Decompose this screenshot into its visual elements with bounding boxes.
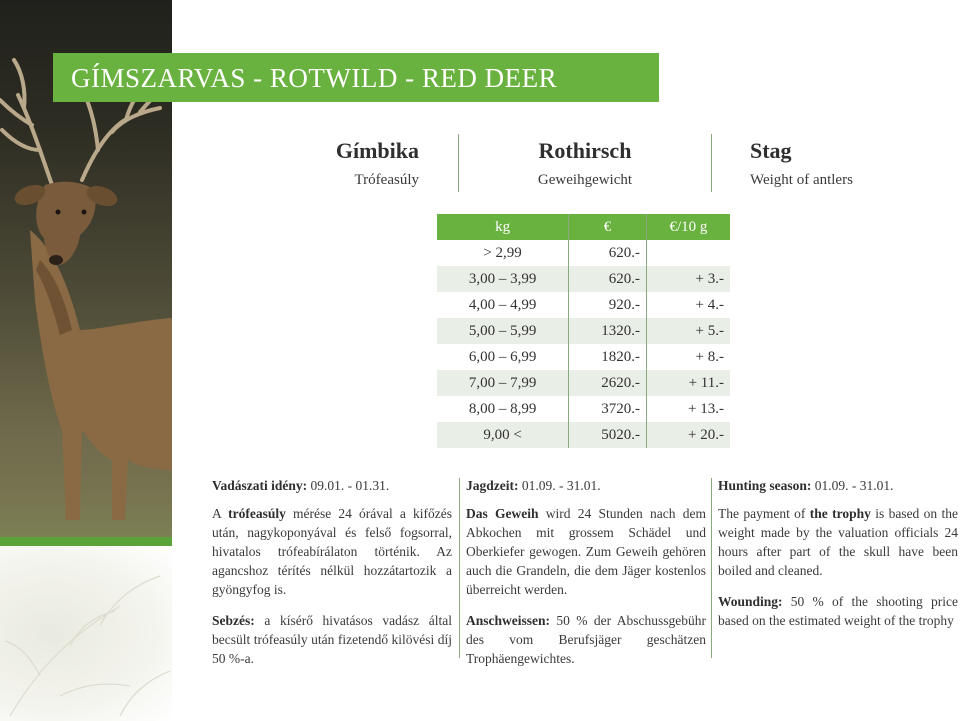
trophy-text: mérése 24 órával a kifőzés után, nagykoponyával és felső fogsorral, hivatalos trófeabírálaton történik. Az agancshoz térítés nélkül hozzátartozik a gyöngyfog is. [212,506,452,597]
wounding-text: a kísérő hivatásos vadász által becsült trófeasúly után fizetendő kilövési díj 50 %-a. [212,613,452,666]
wounding-label: Sebzés: [212,613,255,628]
cell-weight: 8,00 – 8,99 [437,396,569,422]
trophy-pre: A [212,506,229,521]
column-divider [458,134,459,192]
subheading-trofeasuly: Trófeasúly [354,172,419,188]
heading-german [480,138,690,189]
wounding-text: 50 % of the shooting price based on the estimated weight of the trophy [718,594,958,628]
subheading-geweihgewicht: Geweihgewicht [537,172,633,188]
cell-price: 1820.- [569,344,647,370]
trophy-paragraph [212,504,452,599]
green-accent-strip [0,537,172,546]
cell-extra: + 4.- [646,292,730,318]
info-hungarian [212,476,452,680]
table-row [437,370,730,396]
trophy-text: is based on the weight made by the valuation officials 24 hours after part of the skull have been boiled and cleaned. [718,506,958,578]
heading-rothirsch: Rothirsch [538,138,632,163]
table-row [437,422,730,448]
info-german [466,476,706,680]
season-label: Vadászati idény: [212,478,308,493]
season-paragraph [718,476,958,495]
cell-price: 620.- [569,240,647,266]
cell-extra: + 20.- [646,422,730,448]
trophy-paragraph [466,504,706,599]
season-value: 01.09. - 31.01. [518,478,601,493]
table-row [437,292,730,318]
heading-hungarian [280,138,419,189]
wounding-paragraph [212,611,452,668]
cell-weight: 6,00 – 6,99 [437,344,569,370]
cell-price: 2620.- [569,370,647,396]
wounding-text: 50 % der Abschussgebühr des vom Berufsjäger geschätzen Trophäengewichtes. [466,613,706,666]
cell-price: 5020.- [569,422,647,448]
trophy-label: the trophy [809,506,871,521]
cell-price: 620.- [569,266,647,292]
trophy-label: Das Geweih [466,506,539,521]
cell-weight: 4,00 – 4,99 [437,292,569,318]
price-table [437,214,730,448]
header-euro: € [569,214,647,240]
cell-extra: + 13.- [646,396,730,422]
leaf-pattern [0,546,172,721]
table-row [437,266,730,292]
table-row [437,318,730,344]
header-euro-per-10g: €/10 g [646,214,730,240]
cell-extra: + 3.- [646,266,730,292]
season-paragraph [466,476,706,495]
cell-weight: 3,00 – 3,99 [437,266,569,292]
cell-extra: + 11.- [646,370,730,396]
cell-price: 1320.- [569,318,647,344]
cell-extra [646,240,730,266]
table-row [437,344,730,370]
season-label: Jagdzeit: [466,478,519,493]
trophy-pre: The payment of [718,506,810,521]
cell-extra: + 5.- [646,318,730,344]
title-banner [53,53,659,102]
heading-gimbika: Gímbika [335,138,419,163]
wounding-label: Anschweissen: [466,613,551,628]
cell-weight: 7,00 – 7,99 [437,370,569,396]
heading-english [750,138,930,189]
season-value: 09.01. - 01.31. [307,478,390,493]
wounding-paragraph [466,611,706,668]
cell-weight: 5,00 – 5,99 [437,318,569,344]
cell-weight: > 2,99 [437,240,569,266]
season-paragraph [212,476,452,495]
table-header-row [437,214,730,240]
heading-stag: Stag [750,138,792,163]
page-title: GÍMSZARVAS - ROTWILD - RED DEER [71,63,558,93]
subheading-weight-of-antlers: Weight of antlers [750,172,853,188]
season-label: Hunting season: [718,478,812,493]
wounding-paragraph [718,592,958,630]
table-row [437,240,730,266]
decorative-leaf-background [0,546,172,721]
season-value: 01.09. - 31.01. [811,478,894,493]
trophy-paragraph [718,504,958,580]
trophy-text: wird 24 Stunden nach dem Abkochen mit grossem Schädel und Oberkiefer gewogen. Zum Geweih gehören auch die Grandeln, die dem Jäger kostenlos überreicht werden. [466,506,706,597]
table-row [437,396,730,422]
info-english [718,476,958,642]
wounding-label: Wounding: [718,594,783,609]
cell-extra: + 8.- [646,344,730,370]
cell-price: 3720.- [569,396,647,422]
trophy-label: trófeasúly [228,506,286,521]
column-divider [711,134,712,192]
header-kg: kg [437,214,569,240]
cell-price: 920.- [569,292,647,318]
column-divider [459,478,460,658]
cell-weight: 9,00 < [437,422,569,448]
column-divider [711,478,712,658]
